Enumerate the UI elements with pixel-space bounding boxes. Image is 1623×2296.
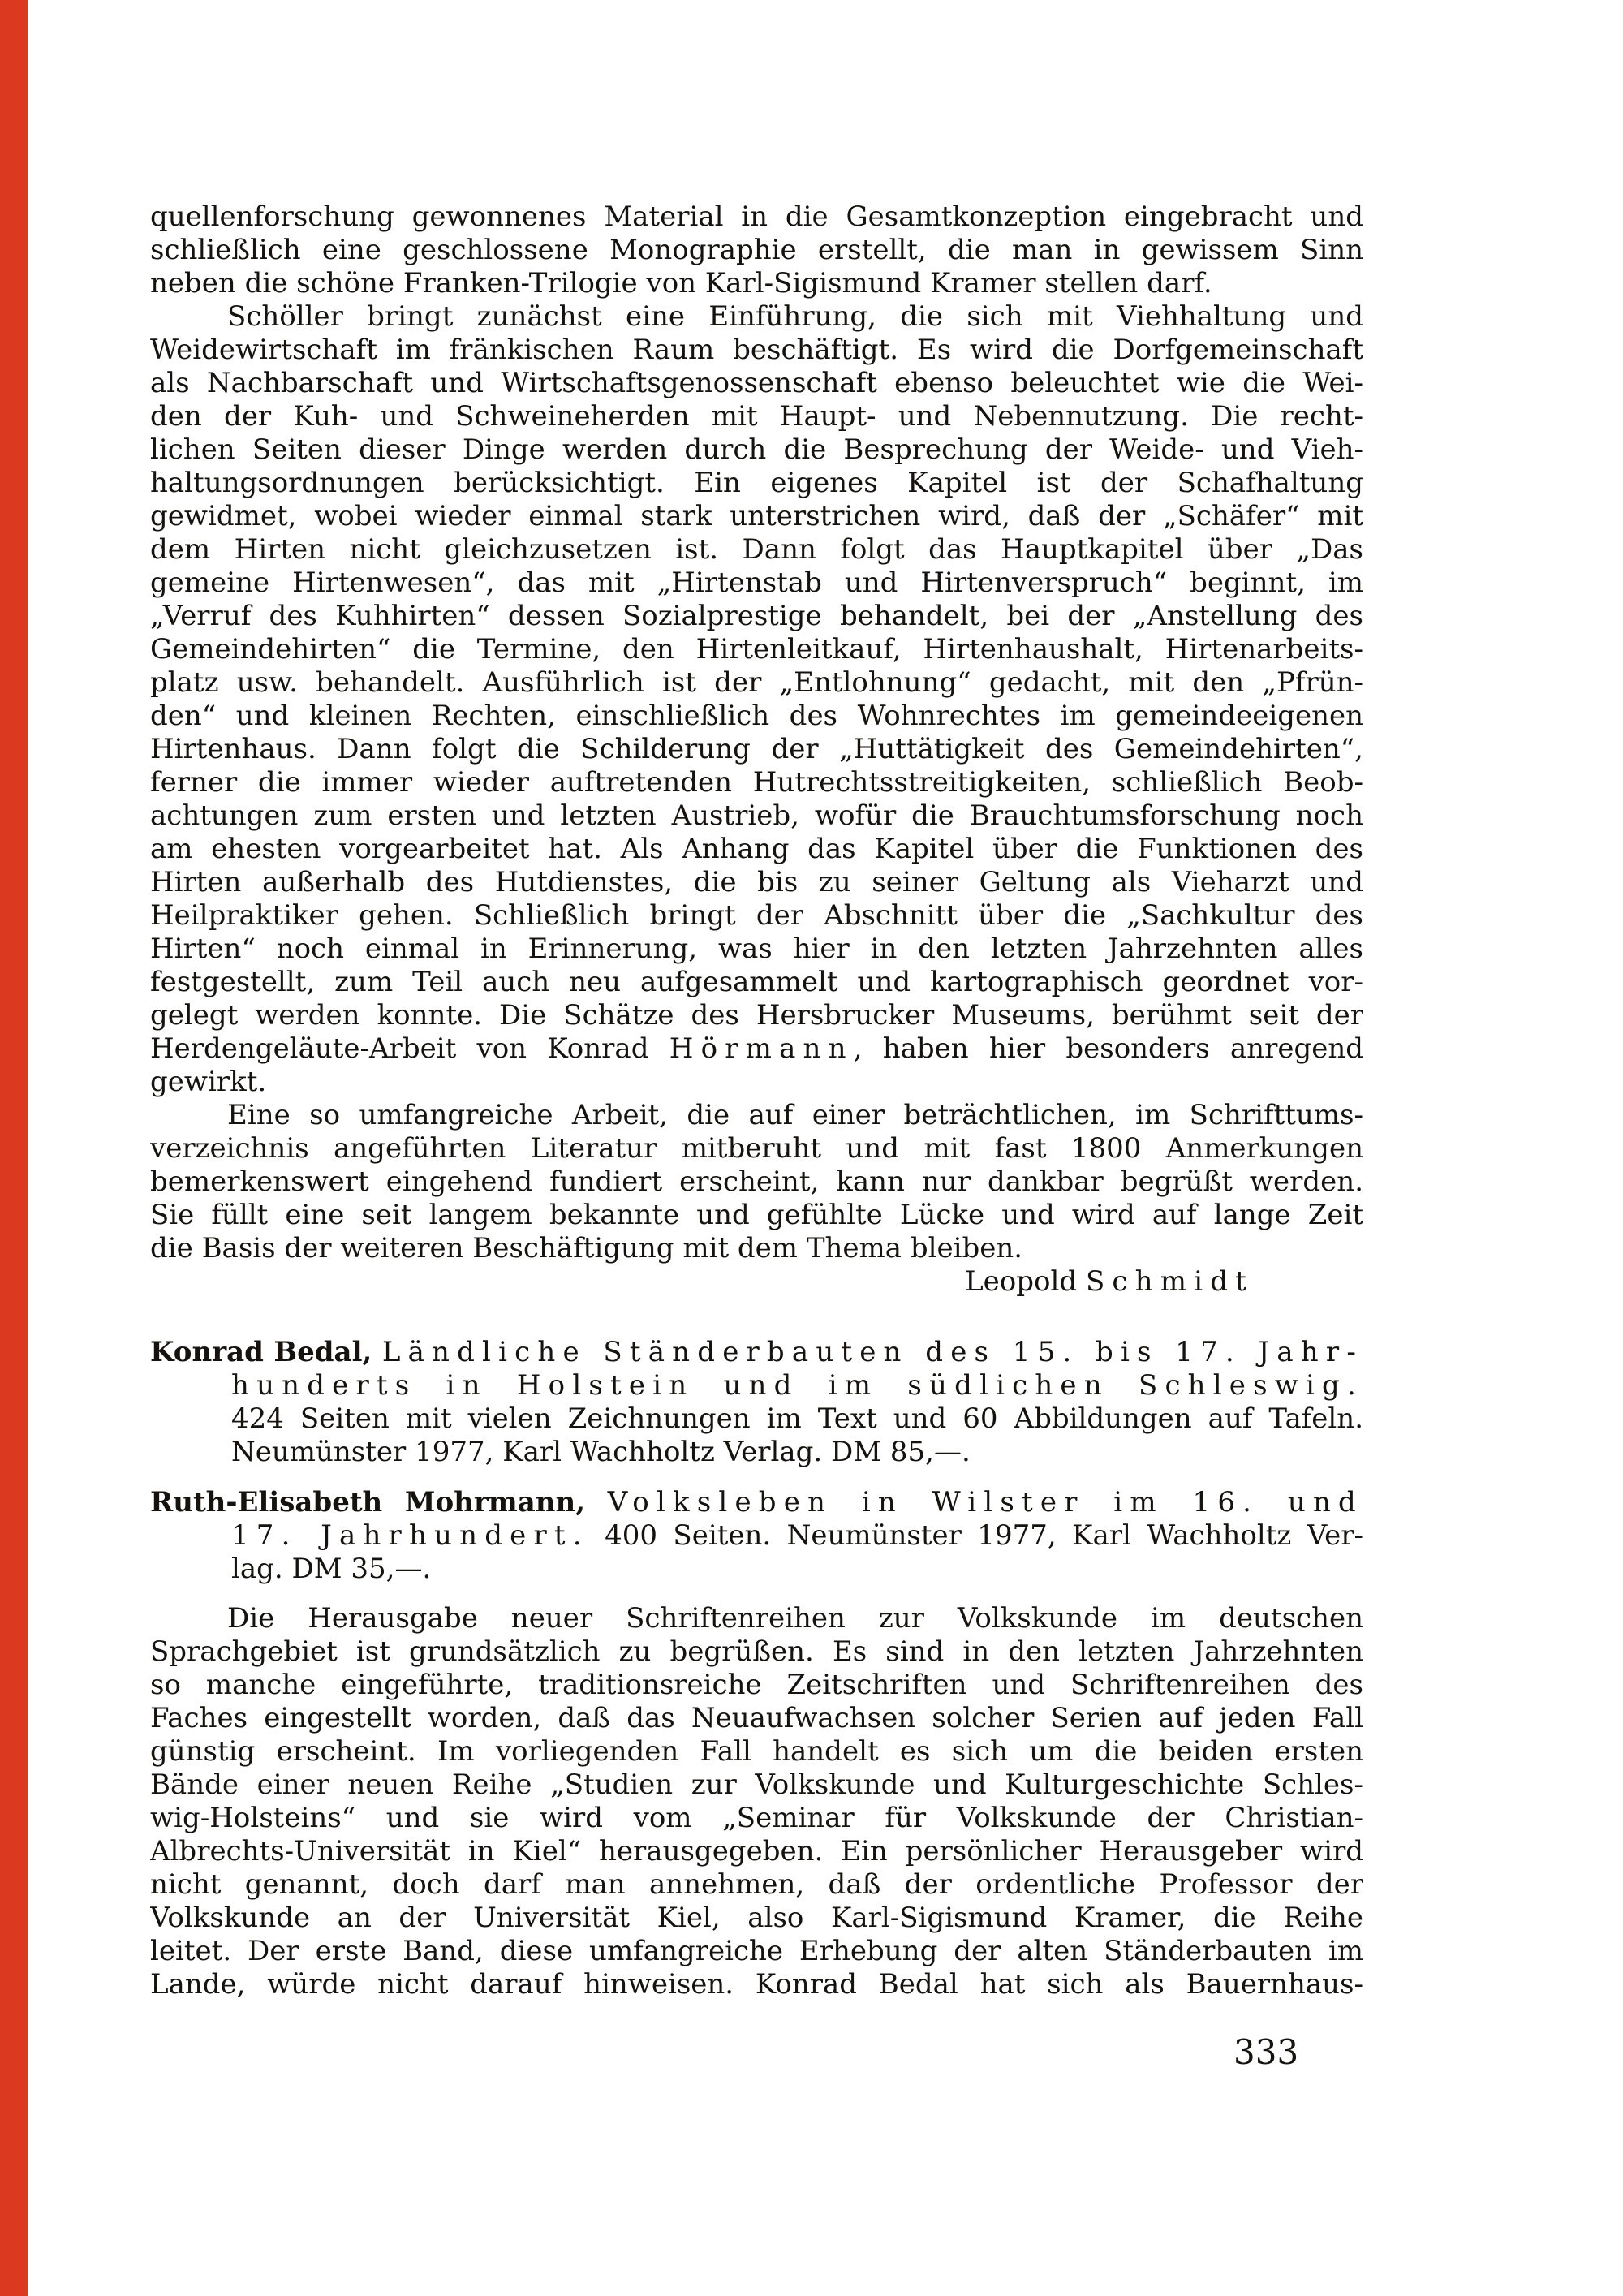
text-line (150, 1402, 1363, 1436)
text-line (150, 1935, 1363, 1968)
text-line (150, 1165, 1363, 1199)
text-run: den“ und kleinen Rechten, einschließlich des Wohnrechtes im gemeindeeigenen (150, 700, 1363, 732)
text-line (150, 1669, 1363, 1702)
letterspaced-text: Schmidt (1085, 1265, 1254, 1298)
text-line (150, 700, 1363, 733)
text-line (150, 1835, 1363, 1868)
text-run: lag. DM 35,—. (231, 1553, 432, 1585)
text-line (150, 1369, 1363, 1402)
text-run: Hirten außerhalb des Hutdienstes, die bis zu seiner Geltung als Vieharzt und (150, 866, 1363, 898)
author-name: Ruth-Elisabeth Mohrmann, (150, 1486, 608, 1518)
text-line (150, 733, 1363, 766)
text-run: Neumünster 1977, Karl Wachholtz Verlag. DM 85,—. (231, 1436, 971, 1468)
letterspaced-text: Ländliche Ständerbauten des 15. bis 17. Jahr- (381, 1336, 1363, 1368)
text-line (150, 300, 1363, 334)
text-run: Gemeindehirten“ die Termine, den Hirtenleitkauf, Hirtenhaushalt, Hirtenarbeits- (150, 633, 1363, 666)
text-run: die Basis der weiteren Beschäftigung mit dem Thema bleiben. (150, 1232, 1023, 1264)
text-run: den der Kuh- und Schweineherden mit Haupt- und Nebennutzung. Die recht- (150, 400, 1363, 433)
text-line (150, 1968, 1363, 2001)
text-line (150, 1802, 1363, 1835)
text-run: gewidmet, wobei wieder einmal stark unterstrichen wird, daß der „Schäfer“ mit (150, 500, 1363, 532)
text-line (150, 566, 1363, 600)
text-line (150, 1702, 1363, 1735)
text-run: so manche eingeführte, traditionsreiche Zeitschriften und Schriftenreihen des (150, 1669, 1363, 1701)
text-run: quellenforschung gewonnenes Material in die Gesamtkonzeption eingebracht und (150, 200, 1363, 233)
text-blocks (150, 200, 1363, 2001)
text-line (150, 933, 1363, 966)
text-run: Leopold (965, 1265, 1086, 1298)
text-run: bemerkenswert eingehend fundiert erscheint, kann nur dankbar begrüßt werden. (150, 1165, 1363, 1198)
text-line (150, 1768, 1363, 1802)
reviewer-signature (150, 1265, 1363, 1299)
text-line (150, 1265, 1363, 1299)
text-run: Eine so umfangreiche Arbeit, die auf einer beträchtlichen, im Schrifttums- (227, 1099, 1363, 1131)
text-line (150, 966, 1363, 999)
text-run: wig-Holsteins“ und sie wird vom „Seminar für Volkskunde der Christian- (150, 1802, 1363, 1834)
text-run: am ehesten vorgearbeitet hat. Als Anhang das Kapitel über die Funktionen des (150, 833, 1363, 865)
text-run: gelegt werden konnte. Die Schätze des Hersbrucker Museums, berühmt seit der (150, 999, 1363, 1032)
letterspaced-text: Hörmann (669, 1032, 854, 1065)
text-run: günstig erscheint. Im vorliegenden Fall handelt es sich um die beiden ersten (150, 1735, 1363, 1768)
text-run: Faches eingestellt worden, daß das Neuaufwachsen solcher Serien auf jeden Fall (150, 1702, 1363, 1734)
text-line (150, 866, 1363, 899)
text-run: Schöller bringt zunächst eine Einführung, die sich mit Viehhaltung und (227, 300, 1363, 333)
text-run: , haben hier besonders anregend (853, 1032, 1363, 1065)
text-run: Sprachgebiet ist grundsätzlich zu begrüßen. Es sind in den letzten Jahrzehnten (150, 1635, 1363, 1668)
text-line (150, 1066, 1363, 1099)
text-line (150, 766, 1363, 799)
text-run: neben die schöne Franken-Trilogie von Karl-Sigismund Kramer stellen darf. (150, 267, 1212, 299)
text-run: gewirkt. (150, 1066, 267, 1098)
text-run: 424 Seiten mit vielen Zeichnungen im Text und 60 Abbildungen auf Tafeln. (231, 1402, 1363, 1435)
text-run: dem Hirten nicht gleichzusetzen ist. Dann folgt das Hauptkapitel über „Das (150, 533, 1363, 566)
text-line (150, 1635, 1363, 1669)
letterspaced-text: hunderts in Holstein und im südlichen Schleswig. (231, 1369, 1363, 1402)
text-line (150, 267, 1363, 300)
text-line (150, 367, 1363, 400)
text-line (150, 899, 1363, 933)
text-line (150, 1032, 1363, 1066)
bibliography-entry (150, 1486, 1363, 1586)
text-line (150, 633, 1363, 666)
text-line (150, 1132, 1363, 1165)
text-run: Bände einer neuen Reihe „Studien zur Volkskunde und Kulturgeschichte Schles- (150, 1768, 1363, 1801)
text-run: Weidewirtschaft im fränkischen Raum beschäftigt. Es wird die Dorfgemeinschaft (150, 334, 1363, 366)
text-run: schließlich eine geschlossene Monographie erstellt, die man in gewissem Sinn (150, 234, 1363, 266)
text-column (150, 200, 1363, 2001)
text-run: Lande, würde nicht darauf hinweisen. Konrad Bedal hat sich als Bauernhaus- (150, 1968, 1363, 2001)
text-run: Volkskunde an der Universität Kiel, also Karl-Sigismund Kramer, die Reihe (150, 1902, 1363, 1934)
text-line (150, 799, 1363, 833)
text-line (150, 1519, 1363, 1553)
text-line (150, 1602, 1363, 1635)
text-line (150, 1336, 1363, 1369)
text-line (150, 1199, 1363, 1232)
text-line (150, 1486, 1363, 1519)
text-run: Albrechts-Universität in Kiel“ herausgegeben. Ein persönlicher Herausgeber wird (150, 1835, 1363, 1867)
text-line (150, 1735, 1363, 1768)
text-line (150, 666, 1363, 700)
text-run: haltungsordnungen berücksichtigt. Ein eigenes Kapitel ist der Schafhaltung (150, 467, 1363, 499)
text-line (150, 1902, 1363, 1935)
text-run: ferner die immer wieder auftretenden Hutrechtsstreitigkeiten, schließlich Beob- (150, 766, 1363, 799)
text-line (150, 1436, 1363, 1469)
text-line (150, 1553, 1363, 1586)
text-line (150, 533, 1363, 566)
text-run: Heilpraktiker gehen. Schließlich bringt der Abschnitt über die „Sachkultur des (150, 899, 1363, 932)
text-line (150, 400, 1363, 433)
letterspaced-text: 17. Jahrhundert. (231, 1519, 589, 1552)
letterspaced-text: Volksleben in Wilster im 16. und (607, 1486, 1363, 1518)
text-line (150, 467, 1363, 500)
text-line (150, 833, 1363, 866)
text-run: Die Herausgabe neuer Schriftenreihen zur Volkskunde im deutschen (227, 1602, 1363, 1635)
text-line (150, 1099, 1363, 1132)
text-run: 400 Seiten. Neumünster 1977, Karl Wachholtz Ver- (588, 1519, 1363, 1552)
text-line (150, 334, 1363, 367)
text-line (150, 200, 1363, 234)
text-run: Sie füllt eine seit langem bekannte und gefühlte Lücke und wird auf lange Zeit (150, 1199, 1363, 1231)
paragraph (150, 300, 1363, 1099)
text-run: achtungen zum ersten und letzten Austrieb, wofür die Brauchtumsforschung noch (150, 799, 1363, 832)
text-line (150, 1868, 1363, 1902)
text-run: Herdengeläute-Arbeit von Konrad (150, 1032, 669, 1065)
text-run: lichen Seiten dieser Dinge werden durch die Besprechung der Weide- und Vieh- (150, 433, 1363, 466)
text-run: Hirten“ noch einmal in Erinnerung, was hier in den letzten Jahrzehnten alles (150, 933, 1363, 965)
text-run: leitet. Der erste Band, diese umfangreiche Erhebung der alten Ständerbauten im (150, 1935, 1363, 1967)
paragraph (150, 200, 1363, 300)
text-line (150, 1232, 1363, 1265)
text-run: nicht genannt, doch darf man annehmen, daß der ordentliche Professor der (150, 1868, 1363, 1901)
text-run: „Verruf des Kuhhirten“ dessen Sozialprestige behandelt, bei der „Anstellung des (150, 600, 1363, 632)
bibliography-entry (150, 1336, 1363, 1469)
author-name: Konrad Bedal, (150, 1336, 382, 1368)
text-line (150, 600, 1363, 633)
text-run: Hirtenhaus. Dann folgt die Schilderung der „Huttätigkeit des Gemeindehirten“, (150, 733, 1363, 765)
text-run: festgestellt, zum Teil auch neu aufgesammelt und kartographisch geordnet vor- (150, 966, 1363, 998)
text-line (150, 999, 1363, 1032)
paragraph (150, 1602, 1363, 2001)
text-run: platz usw. behandelt. Ausführlich ist der „Entlohnung“ gedacht, mit den „Pfrün- (150, 666, 1363, 699)
text-line (150, 234, 1363, 267)
text-run: gemeine Hirtenwesen“, das mit „Hirtenstab und Hirtenverspruch“ beginnt, im (150, 566, 1363, 599)
book-edge-stripe (0, 0, 28, 2296)
paragraph (150, 1099, 1363, 1265)
text-line (150, 433, 1363, 467)
page-number: 333 (1233, 2032, 1299, 2072)
text-run: verzeichnis angeführten Literatur mitberuht und mit fast 1800 Anmerkungen (150, 1132, 1363, 1165)
text-line (150, 500, 1363, 533)
text-run: als Nachbarschaft und Wirtschaftsgenossenschaft ebenso beleuchtet wie die Wei- (150, 367, 1363, 399)
